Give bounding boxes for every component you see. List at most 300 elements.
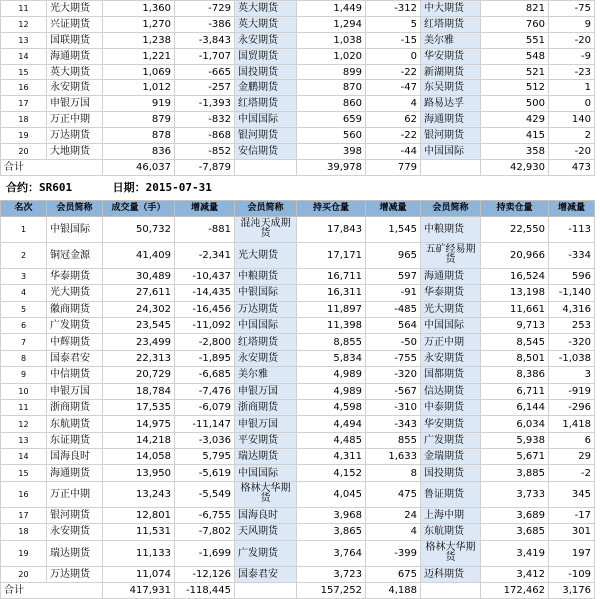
table-row — [1, 524, 595, 540]
summary-volume-change: -118,445 — [175, 583, 235, 599]
table-row — [1, 507, 595, 523]
long-member-cell: 中银国际 — [235, 285, 297, 301]
summary-short-change: 473 — [549, 159, 595, 175]
long-change-cell: -44 — [366, 144, 421, 160]
short-change-cell: -320 — [549, 334, 595, 350]
volume-cell: 1,069 — [103, 64, 175, 80]
long-change-cell: 1,633 — [366, 449, 421, 465]
short-change-cell: -109 — [549, 566, 595, 582]
long-change-cell: 4 — [366, 524, 421, 540]
short-position-cell: 5,938 — [481, 432, 549, 448]
volume-change-cell: -11,147 — [175, 416, 235, 432]
long-change-cell: -343 — [366, 416, 421, 432]
long-member-cell: 天风期货 — [235, 524, 297, 540]
short-position-cell: 3,885 — [481, 465, 549, 481]
header-volume-change: 增减量 — [175, 200, 235, 216]
long-change-cell: 597 — [366, 268, 421, 284]
long-position-cell: 4,598 — [297, 399, 366, 415]
short-member-cell: 东吴期货 — [421, 80, 481, 96]
rank-cell: 6 — [1, 317, 47, 333]
long-position-cell: 1,020 — [297, 48, 366, 64]
volume-change-cell: -14,435 — [175, 285, 235, 301]
contract-code: 合约：SR601 — [6, 180, 73, 194]
short-member-cell: 金瑞期货 — [421, 449, 481, 465]
long-member-cell: 永安期货 — [235, 32, 297, 48]
long-member-cell: 浙商期货 — [235, 399, 297, 415]
short-change-cell: -23 — [549, 64, 595, 80]
volume-change-cell: -6,079 — [175, 399, 235, 415]
rank-cell: 9 — [1, 367, 47, 383]
long-change-cell: 1,545 — [366, 216, 421, 242]
volume-cell: 11,531 — [103, 524, 175, 540]
short-position-cell: 521 — [481, 64, 549, 80]
short-member-cell: 永安期货 — [421, 350, 481, 366]
volume-member-cell: 光大期货 — [47, 285, 103, 301]
volume-cell: 1,221 — [103, 48, 175, 64]
short-member-cell: 格林大华期货 — [421, 540, 481, 566]
long-position-cell: 3,723 — [297, 566, 366, 582]
long-change-cell: -91 — [366, 285, 421, 301]
rank-cell: 18 — [1, 524, 47, 540]
long-member-cell: 金鹏期货 — [235, 80, 297, 96]
previous-ranking-body — [1, 1, 595, 176]
short-change-cell: 253 — [549, 317, 595, 333]
rank-cell: 19 — [1, 128, 47, 144]
long-member-cell: 瑞达期货 — [235, 449, 297, 465]
long-change-cell: 0 — [366, 48, 421, 64]
volume-cell: 13,950 — [103, 465, 175, 481]
long-position-cell: 16,711 — [297, 268, 366, 284]
volume-cell: 50,732 — [103, 216, 175, 242]
summary-short: 172,462 — [481, 583, 549, 599]
volume-member-cell: 国联期货 — [47, 32, 103, 48]
long-change-cell: 24 — [366, 507, 421, 523]
volume-member-cell: 中银国际 — [47, 216, 103, 242]
table-header-row — [1, 200, 595, 216]
long-member-cell: 国贸期货 — [235, 48, 297, 64]
short-position-cell: 512 — [481, 80, 549, 96]
table-row — [1, 481, 595, 507]
long-change-cell: -22 — [366, 128, 421, 144]
volume-cell: 23,545 — [103, 317, 175, 333]
short-position-cell: 358 — [481, 144, 549, 160]
short-change-cell: -17 — [549, 507, 595, 523]
table-row — [1, 301, 595, 317]
volume-change-cell: -386 — [175, 16, 235, 32]
short-change-cell: -919 — [549, 383, 595, 399]
short-position-cell: 429 — [481, 112, 549, 128]
volume-cell: 20,729 — [103, 367, 175, 383]
short-member-cell: 中大期货 — [421, 1, 481, 17]
volume-member-cell: 银河期货 — [47, 507, 103, 523]
short-position-cell: 821 — [481, 1, 549, 17]
volume-change-cell: -832 — [175, 112, 235, 128]
volume-cell: 1,238 — [103, 32, 175, 48]
rank-cell: 1 — [1, 216, 47, 242]
short-member-cell: 广发期货 — [421, 432, 481, 448]
short-member-cell: 五矿经易期货 — [421, 242, 481, 268]
long-member-cell: 银河期货 — [235, 128, 297, 144]
short-change-cell: 1 — [549, 80, 595, 96]
summary-row — [1, 583, 595, 599]
short-member-cell: 红塔期货 — [421, 16, 481, 32]
long-position-cell: 4,494 — [297, 416, 366, 432]
table-row — [1, 540, 595, 566]
empty-cell — [421, 583, 481, 599]
volume-change-cell: -868 — [175, 128, 235, 144]
table-row — [1, 334, 595, 350]
volume-member-cell: 东航期货 — [47, 416, 103, 432]
volume-change-cell: -16,456 — [175, 301, 235, 317]
volume-cell: 11,133 — [103, 540, 175, 566]
volume-member-cell: 徽商期货 — [47, 301, 103, 317]
short-change-cell: -20 — [549, 32, 595, 48]
short-position-cell: 16,524 — [481, 268, 549, 284]
volume-member-cell: 广发期货 — [47, 317, 103, 333]
long-member-cell: 中粮期货 — [235, 268, 297, 284]
long-position-cell: 11,398 — [297, 317, 366, 333]
long-change-cell: -50 — [366, 334, 421, 350]
long-member-cell: 美尔雅 — [235, 367, 297, 383]
short-member-cell: 信达期货 — [421, 383, 481, 399]
volume-member-cell: 兴证期货 — [47, 16, 103, 32]
volume-member-cell: 铜冠金源 — [47, 242, 103, 268]
long-change-cell: 855 — [366, 432, 421, 448]
empty-cell — [235, 583, 297, 599]
rank-cell: 16 — [1, 481, 47, 507]
table-row — [1, 465, 595, 481]
volume-change-cell: -881 — [175, 216, 235, 242]
volume-change-cell: -10,437 — [175, 268, 235, 284]
volume-member-cell: 申银万国 — [47, 96, 103, 112]
short-change-cell: 301 — [549, 524, 595, 540]
volume-change-cell: -665 — [175, 64, 235, 80]
position-ranking-body — [1, 216, 595, 599]
short-member-cell: 中国国际 — [421, 317, 481, 333]
short-position-cell: 3,419 — [481, 540, 549, 566]
short-change-cell: 140 — [549, 112, 595, 128]
long-position-cell: 870 — [297, 80, 366, 96]
long-position-cell: 860 — [297, 96, 366, 112]
short-change-cell: 2 — [549, 128, 595, 144]
short-member-cell: 鲁证期货 — [421, 481, 481, 507]
header-long-position: 持买仓量 — [297, 200, 366, 216]
volume-cell: 14,218 — [103, 432, 175, 448]
long-member-cell: 格林大华期货 — [235, 481, 297, 507]
volume-change-cell: -1,895 — [175, 350, 235, 366]
short-member-cell: 华安期货 — [421, 416, 481, 432]
volume-cell: 24,302 — [103, 301, 175, 317]
short-member-cell: 中粮期货 — [421, 216, 481, 242]
table-row — [1, 80, 595, 96]
short-change-cell: -1,140 — [549, 285, 595, 301]
volume-member-cell: 华泰期货 — [47, 268, 103, 284]
volume-member-cell: 海通期货 — [47, 465, 103, 481]
volume-change-cell: -7,476 — [175, 383, 235, 399]
rank-cell: 12 — [1, 16, 47, 32]
short-change-cell: -75 — [549, 1, 595, 17]
table-row — [1, 32, 595, 48]
long-position-cell: 659 — [297, 112, 366, 128]
summary-volume-change: -7,879 — [175, 159, 235, 175]
long-member-cell: 万达期货 — [235, 301, 297, 317]
short-position-cell: 11,661 — [481, 301, 549, 317]
rank-cell: 13 — [1, 32, 47, 48]
short-change-cell: 0 — [549, 96, 595, 112]
previous-ranking-table — [0, 0, 595, 176]
summary-label: 合计 — [1, 583, 103, 599]
short-position-cell: 9,713 — [481, 317, 549, 333]
long-change-cell: -755 — [366, 350, 421, 366]
short-position-cell: 3,733 — [481, 481, 549, 507]
short-change-cell: -334 — [549, 242, 595, 268]
volume-change-cell: -852 — [175, 144, 235, 160]
short-member-cell: 路易达孚 — [421, 96, 481, 112]
rank-cell: 15 — [1, 64, 47, 80]
long-member-cell: 中国国际 — [235, 465, 297, 481]
long-change-cell: -312 — [366, 1, 421, 17]
short-position-cell: 22,550 — [481, 216, 549, 242]
rank-cell: 13 — [1, 432, 47, 448]
table-row — [1, 432, 595, 448]
volume-cell: 1,012 — [103, 80, 175, 96]
volume-cell: 18,784 — [103, 383, 175, 399]
summary-short: 42,930 — [481, 159, 549, 175]
volume-cell: 878 — [103, 128, 175, 144]
volume-change-cell: -257 — [175, 80, 235, 96]
rank-cell: 20 — [1, 144, 47, 160]
summary-row — [1, 159, 595, 175]
table-row — [1, 128, 595, 144]
long-change-cell: -47 — [366, 80, 421, 96]
long-position-cell: 3,865 — [297, 524, 366, 540]
volume-change-cell: -5,619 — [175, 465, 235, 481]
long-change-cell: 4 — [366, 96, 421, 112]
rank-cell: 17 — [1, 96, 47, 112]
volume-cell: 30,489 — [103, 268, 175, 284]
long-position-cell: 17,843 — [297, 216, 366, 242]
rank-cell: 3 — [1, 268, 47, 284]
long-change-cell: 965 — [366, 242, 421, 268]
short-member-cell: 中泰期货 — [421, 399, 481, 415]
long-change-cell: -15 — [366, 32, 421, 48]
long-member-cell: 中国国际 — [235, 317, 297, 333]
short-change-cell: -296 — [549, 399, 595, 415]
table-row — [1, 48, 595, 64]
summary-volume: 417,931 — [103, 583, 175, 599]
short-change-cell: 29 — [549, 449, 595, 465]
volume-member-cell: 万达期货 — [47, 128, 103, 144]
volume-change-cell: -12,126 — [175, 566, 235, 582]
long-change-cell: -567 — [366, 383, 421, 399]
short-member-cell: 迈科期货 — [421, 566, 481, 582]
volume-change-cell: -7,802 — [175, 524, 235, 540]
volume-cell: 879 — [103, 112, 175, 128]
short-change-cell: 4,316 — [549, 301, 595, 317]
long-position-cell: 4,152 — [297, 465, 366, 481]
summary-long: 39,978 — [297, 159, 366, 175]
short-position-cell: 6,034 — [481, 416, 549, 432]
long-change-cell: 5 — [366, 16, 421, 32]
volume-member-cell: 国泰君安 — [47, 350, 103, 366]
table-row — [1, 367, 595, 383]
volume-cell: 12,801 — [103, 507, 175, 523]
short-member-cell: 华安期货 — [421, 48, 481, 64]
volume-member-cell: 光大期货 — [47, 1, 103, 17]
rank-cell: 19 — [1, 540, 47, 566]
rank-cell: 14 — [1, 449, 47, 465]
long-member-cell: 红塔期货 — [235, 96, 297, 112]
long-position-cell: 1,449 — [297, 1, 366, 17]
long-position-cell: 1,038 — [297, 32, 366, 48]
short-position-cell: 760 — [481, 16, 549, 32]
volume-member-cell: 中辉期货 — [47, 334, 103, 350]
header-short-change: 增减量 — [549, 200, 595, 216]
short-member-cell: 国投期货 — [421, 465, 481, 481]
volume-cell: 14,058 — [103, 449, 175, 465]
table-row — [1, 383, 595, 399]
rank-cell: 17 — [1, 507, 47, 523]
volume-change-cell: -6,755 — [175, 507, 235, 523]
long-position-cell: 4,485 — [297, 432, 366, 448]
volume-cell: 22,313 — [103, 350, 175, 366]
volume-member-cell: 瑞达期货 — [47, 540, 103, 566]
long-position-cell: 17,171 — [297, 242, 366, 268]
short-position-cell: 6,711 — [481, 383, 549, 399]
rank-cell: 12 — [1, 416, 47, 432]
long-position-cell: 899 — [297, 64, 366, 80]
short-position-cell: 3,689 — [481, 507, 549, 523]
long-member-cell: 平安期货 — [235, 432, 297, 448]
header-volume: 成交量（手） — [103, 200, 175, 216]
long-member-cell: 永安期货 — [235, 350, 297, 366]
table-row — [1, 449, 595, 465]
long-position-cell: 4,989 — [297, 367, 366, 383]
short-position-cell: 500 — [481, 96, 549, 112]
long-position-cell: 4,311 — [297, 449, 366, 465]
volume-member-cell: 东证期货 — [47, 432, 103, 448]
short-position-cell: 13,198 — [481, 285, 549, 301]
short-change-cell: -20 — [549, 144, 595, 160]
empty-cell — [421, 159, 481, 175]
volume-change-cell: -3,843 — [175, 32, 235, 48]
volume-change-cell: -729 — [175, 1, 235, 17]
long-position-cell: 3,764 — [297, 540, 366, 566]
short-member-cell: 新湖期货 — [421, 64, 481, 80]
short-member-cell: 华泰期货 — [421, 285, 481, 301]
report-date: 日期：2015-07-31 — [112, 180, 212, 194]
long-member-cell: 国泰君安 — [235, 566, 297, 582]
short-position-cell: 8,545 — [481, 334, 549, 350]
volume-member-cell: 国海良时 — [47, 449, 103, 465]
table-row — [1, 16, 595, 32]
long-position-cell: 16,311 — [297, 285, 366, 301]
long-member-cell: 英大期货 — [235, 16, 297, 32]
volume-member-cell: 大地期货 — [47, 144, 103, 160]
header-member-short: 会员简称 — [421, 200, 481, 216]
volume-cell: 13,243 — [103, 481, 175, 507]
table-row — [1, 96, 595, 112]
short-member-cell: 光大期货 — [421, 301, 481, 317]
volume-change-cell: -11,092 — [175, 317, 235, 333]
long-change-cell: -310 — [366, 399, 421, 415]
long-member-cell: 国投期货 — [235, 64, 297, 80]
table-row — [1, 216, 595, 242]
contract-info — [0, 176, 600, 200]
header-rank: 名次 — [1, 200, 47, 216]
short-position-cell: 548 — [481, 48, 549, 64]
volume-member-cell: 永安期货 — [47, 80, 103, 96]
table-row — [1, 268, 595, 284]
short-position-cell: 3,412 — [481, 566, 549, 582]
rank-cell: 14 — [1, 48, 47, 64]
long-change-cell: 675 — [366, 566, 421, 582]
volume-change-cell: -2,800 — [175, 334, 235, 350]
short-member-cell: 银河期货 — [421, 128, 481, 144]
rank-cell: 4 — [1, 285, 47, 301]
volume-cell: 17,535 — [103, 399, 175, 415]
header-short-position: 持卖仓量 — [481, 200, 549, 216]
long-change-cell: -22 — [366, 64, 421, 80]
short-position-cell: 415 — [481, 128, 549, 144]
volume-cell: 11,074 — [103, 566, 175, 582]
volume-cell: 41,409 — [103, 242, 175, 268]
long-member-cell: 国海良时 — [235, 507, 297, 523]
short-member-cell: 国都期货 — [421, 367, 481, 383]
table-row — [1, 1, 595, 17]
long-position-cell: 1,294 — [297, 16, 366, 32]
volume-cell: 836 — [103, 144, 175, 160]
volume-change-cell: 5,795 — [175, 449, 235, 465]
long-member-cell: 申银万国 — [235, 383, 297, 399]
long-change-cell: 62 — [366, 112, 421, 128]
short-change-cell: 1,418 — [549, 416, 595, 432]
summary-long-change: 4,188 — [366, 583, 421, 599]
long-position-cell: 5,834 — [297, 350, 366, 366]
rank-cell: 5 — [1, 301, 47, 317]
table-row — [1, 399, 595, 415]
rank-cell: 18 — [1, 112, 47, 128]
volume-cell: 919 — [103, 96, 175, 112]
long-position-cell: 4,989 — [297, 383, 366, 399]
short-position-cell: 6,144 — [481, 399, 549, 415]
rank-cell: 10 — [1, 383, 47, 399]
short-member-cell: 海通期货 — [421, 268, 481, 284]
volume-change-cell: -5,549 — [175, 481, 235, 507]
short-member-cell: 中国国际 — [421, 144, 481, 160]
volume-change-cell: -2,341 — [175, 242, 235, 268]
table-row — [1, 350, 595, 366]
short-member-cell: 上海中期 — [421, 507, 481, 523]
volume-member-cell: 浙商期货 — [47, 399, 103, 415]
short-change-cell: -9 — [549, 48, 595, 64]
rank-cell: 7 — [1, 334, 47, 350]
long-member-cell: 安信期货 — [235, 144, 297, 160]
long-member-cell: 申银万国 — [235, 416, 297, 432]
long-member-cell: 英大期货 — [235, 1, 297, 17]
short-position-cell: 8,501 — [481, 350, 549, 366]
position-ranking-table — [0, 200, 595, 599]
volume-cell: 14,975 — [103, 416, 175, 432]
short-position-cell: 551 — [481, 32, 549, 48]
volume-member-cell: 海通期货 — [47, 48, 103, 64]
long-position-cell: 3,968 — [297, 507, 366, 523]
rank-cell: 11 — [1, 399, 47, 415]
short-member-cell: 美尔雅 — [421, 32, 481, 48]
short-change-cell: 3 — [549, 367, 595, 383]
volume-member-cell: 申银万国 — [47, 383, 103, 399]
volume-cell: 23,499 — [103, 334, 175, 350]
